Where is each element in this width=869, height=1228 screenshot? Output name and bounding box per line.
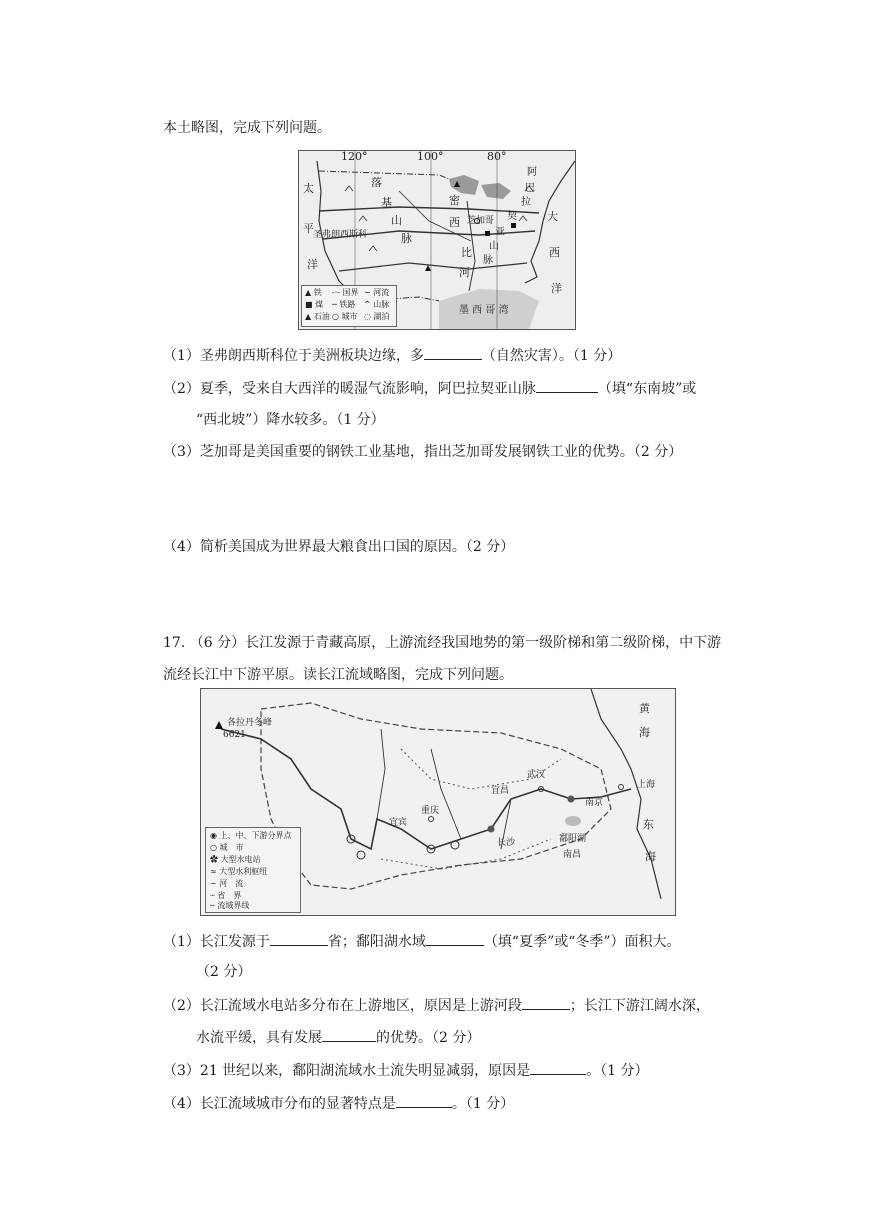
hydro-station-icon-4 <box>451 841 459 849</box>
label-san-francisco: 圣弗朗西斯科 <box>313 230 368 240</box>
label-app-6: 山 <box>489 241 499 252</box>
province-border-2 <box>381 839 551 869</box>
label-app-3: 拉 <box>521 197 531 208</box>
poyang-lake <box>565 816 581 826</box>
coastline <box>591 689 661 899</box>
label-app-1: 阿 <box>527 167 537 178</box>
legend-province: ┄ 省 界 <box>210 891 242 900</box>
label-rocky-2: 基 <box>381 196 392 209</box>
yangtze-map <box>200 688 676 916</box>
label-pacific-1: 太 <box>303 182 314 195</box>
legend-river-2: ∼ 河 流 <box>210 879 244 888</box>
q17-part2-blank1[interactable] <box>522 995 570 1010</box>
q16-part4: （4）简析美国成为世界最大粮食出口国的原因。（2 分） <box>163 539 515 555</box>
yangtze-map-legend <box>205 827 301 913</box>
division-point-icon <box>488 826 495 833</box>
label-app-2: 巴 <box>525 183 535 194</box>
legend-hydro: ✿ 大型水电站 <box>210 855 261 864</box>
label-atlantic-2: 西 <box>549 246 560 259</box>
legend-lake: ◌ 湖泊 <box>364 312 390 321</box>
us-map <box>298 150 576 330</box>
label-east-sea: 东 <box>643 818 654 831</box>
q17-part2-blank2[interactable] <box>322 1027 376 1042</box>
tributary-1 <box>377 729 385 819</box>
label-wuhan: 武汉 <box>527 770 546 780</box>
legend-mountain: ^ 山脉 <box>364 300 390 309</box>
hydro-station-icon-2 <box>357 851 365 859</box>
great-lakes-east <box>481 183 511 199</box>
label-rocky-1: 落 <box>371 176 382 189</box>
label-lakes-2: 西 <box>449 216 460 229</box>
legend-railway: ─ 铁路 <box>332 300 356 309</box>
q17-part2: （2）长江流域水电站多分布在上游地区，原因是上游河段 ；长江下游江阔水深， <box>163 995 710 1016</box>
label-atlantic-1: 大 <box>547 210 558 223</box>
legend-river: ~ 河流 <box>364 288 390 297</box>
label-rocky-3: 山 <box>391 214 402 227</box>
q17-part3-blank[interactable] <box>530 1060 586 1075</box>
label-peak-name: 各拉丹冬峰 <box>227 718 273 728</box>
label-lakes-1: 密 <box>449 194 460 207</box>
label-nanjing: 南京 <box>585 798 604 808</box>
lon-label-120: 120° <box>341 150 368 163</box>
q16-part2-blank[interactable] <box>536 378 598 393</box>
label-pacific-2: 平 <box>303 222 314 235</box>
label-yellow-sea: 黄 <box>639 702 650 715</box>
legend-division-point: ◉ 上、中、下游分界点 <box>210 831 292 840</box>
legend-hub: ≈ 大型水利枢纽 <box>210 867 268 876</box>
legend-oil: ▲ 石油 <box>305 312 330 321</box>
label-yellow-sea-2: 海 <box>639 726 650 739</box>
legend-city: ○ 城市 <box>332 312 358 321</box>
q16-part1: （1）圣弗朗西斯科位于美洲板块边缘，多 （自然灾害）。（1 分） <box>163 345 621 366</box>
legend-iron: ▲ 铁 <box>305 288 322 297</box>
label-chicago: 芝加哥 <box>467 216 495 226</box>
label-rocky-4: 脉 <box>401 232 412 245</box>
basin-boundary <box>261 703 611 889</box>
q17-part4-blank[interactable] <box>396 1093 452 1108</box>
label-shanghai: 上海 <box>637 780 656 790</box>
q17-part1-blank2[interactable] <box>426 931 484 946</box>
city-icon-chongqing <box>429 817 434 822</box>
legend-basin: ╌ 流域界线 <box>210 901 250 910</box>
label-miss-2: 河 <box>459 266 470 279</box>
lon-label-80: 80° <box>487 150 507 163</box>
q16-part1-blank[interactable] <box>424 345 482 360</box>
q16-part2: （2）夏季，受来自大西洋的暖湿气流影响，阿巴拉契亚山脉 （填“东南坡”或 <box>163 378 696 399</box>
us-map-legend <box>301 285 397 327</box>
label-pacific-3: 洋 <box>307 258 318 271</box>
q16-part2-cont: “西北坡”）降水较多。（1 分） <box>196 412 385 428</box>
great-lakes <box>449 175 479 195</box>
label-chongqing: 重庆 <box>421 806 440 816</box>
iron-icon-2 <box>425 265 431 271</box>
north-border <box>319 171 449 179</box>
legend-city-2: ○ 城 市 <box>210 843 244 852</box>
label-miss-1: 比 <box>461 246 472 259</box>
tributary-2 <box>431 749 461 839</box>
q17-part1: （1）长江发源于 省；鄱阳湖水域 （填“夏季”或“冬季”）面积大。 <box>163 931 681 952</box>
label-peak-height: 6621 <box>223 730 246 740</box>
railway-3 <box>339 263 527 271</box>
label-app-7: 脉 <box>483 255 493 266</box>
q16-part3: （3）芝加哥是美国重要的钢铁工业基地，指出芝加哥发展钢铁工业的优势。（2 分） <box>163 444 683 460</box>
legend-coal: ■ 煤 <box>305 300 324 309</box>
legend-border: -·- 国界 <box>332 288 359 297</box>
q17-part4: （4）长江流域城市分布的显著特点是 。（1 分） <box>163 1093 514 1114</box>
label-gulf: 墨 西 哥 湾 <box>459 305 509 316</box>
q17-part1-cont: （2 分） <box>196 964 252 980</box>
label-atlantic-3: 洋 <box>551 282 562 295</box>
q17-part3: （3）21 世纪以来，鄱阳湖流域水土流失明显减弱，原因是 。（1 分） <box>163 1060 649 1081</box>
q17-part2-cont: 水流平缓，具有发展 的优势。（2 分） <box>196 1027 480 1048</box>
lon-label-100: 100° <box>417 150 444 163</box>
label-yibin: 宜宾 <box>389 818 408 828</box>
q17-part1-blank1[interactable] <box>270 931 328 946</box>
label-poyang: 鄱阳湖 <box>559 834 587 844</box>
label-yichang: 宜昌 <box>491 786 510 796</box>
label-app-4: 契 <box>507 211 517 222</box>
city-icon-shanghai <box>619 785 624 790</box>
peak-icon <box>215 721 223 729</box>
q17-stem-line1: 17. （6 分）长江发源于青藏高原，上游流经我国地势的第一级阶梯和第二级阶梯，中下游 <box>163 635 722 651</box>
railway-1 <box>319 207 539 213</box>
division-point-icon-2 <box>568 796 575 803</box>
label-nanchang: 南昌 <box>563 850 582 860</box>
label-app-5: 亚 <box>495 227 505 238</box>
q17-stem-line2: 流经长江中下游平原。读长江流域略图，完成下列问题。 <box>163 667 513 683</box>
coal-icon-2 <box>511 223 516 228</box>
intro-text: 本土略图，完成下列问题。 <box>163 120 331 136</box>
label-changsha: 长沙 <box>497 838 516 848</box>
coal-icon <box>485 231 490 236</box>
label-east-sea-2: 海 <box>645 850 656 863</box>
